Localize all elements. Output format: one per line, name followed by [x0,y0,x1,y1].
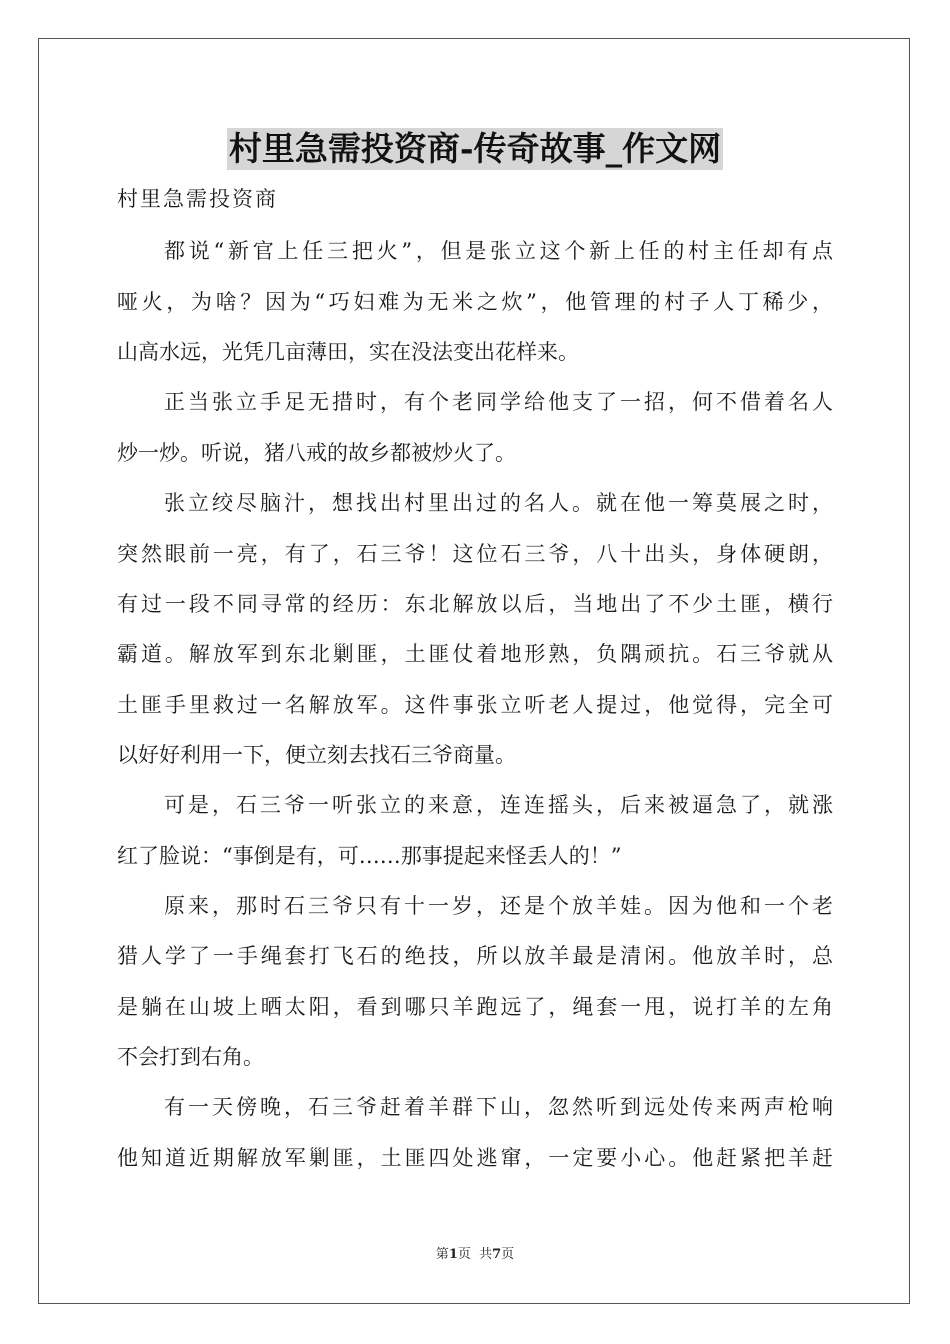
paragraph-6-line-2: 他知道近期解放军剿匪，土匪四处逃窜，一定要小心。他赶紧把羊赶 [117,1146,833,1170]
paragraph-3-line-4: 霸道。解放军到东北剿匪，土匪仗着地形熟，负隅顽抗。石三爷就从 [117,642,833,666]
footer-current-page: 1 [448,1247,458,1262]
document-subtitle: 村里急需投资商 [117,187,278,211]
paragraph-3-line-2: 突然眼前一亮，有了，石三爷！这位石三爷，八十出头，身体硬朗， [117,542,833,566]
footer-total-pages: 7 [492,1247,502,1262]
paragraph-2-line-1: 正当张立手足无措时，有个老同学给他支了一招，何不借着名人 [164,390,833,414]
title-container [0,128,950,170]
paragraph-6-line-1: 有一天傍晚，石三爷赶着羊群下山，忽然听到远处传来两声枪响 [164,1095,833,1119]
paragraph-1-line-3: 山高水远，光凭几亩薄田，实在没法变出花样来。 [117,340,579,364]
paragraph-1-line-2: 哑火，为啥？因为“巧妇难为无米之炊”，他管理的村子人丁稀少， [117,290,833,314]
footer-page-suffix: 页 [501,1247,515,1262]
paragraph-3-line-6: 以好好利用一下，便立刻去找石三爷商量。 [117,743,516,767]
footer-page-mid: 页 共 [457,1247,493,1262]
footer-page-prefix: 第 [435,1247,449,1262]
paragraph-5-line-1: 原来，那时石三爷只有十一岁，还是个放羊娃。因为他和一个老 [164,894,833,918]
paragraph-4-line-2: 红了脸说：“事倒是有，可……那事提起来怪丢人的！” [117,844,622,868]
paragraph-3-line-3: 有过一段不同寻常的经历：东北解放以后，当地出了不少土匪，横行 [117,592,833,616]
paragraph-3-line-5: 土匪手里救过一名解放军。这件事张立听老人提过，他觉得，完全可 [117,693,833,717]
paragraph-4-line-1: 可是，石三爷一听张立的来意，连连摇头，后来被逼急了，就涨 [164,793,833,817]
page-footer [0,1246,950,1264]
paragraph-5-line-3: 是躺在山坡上晒太阳，看到哪只羊跑远了，绳套一甩，说打羊的左角 [117,995,833,1019]
document-title: 村里急需投资商-传奇故事_作文网 [228,129,722,168]
paragraph-5-line-4: 不会打到右角。 [117,1045,264,1069]
paragraph-5-line-2: 猎人学了一手绳套打飞石的绝技，所以放羊最是清闲。他放羊时，总 [117,944,833,968]
paragraph-3-line-1: 张立绞尽脑汁，想找出村里出过的名人。就在他一筹莫展之时， [164,491,833,515]
paragraph-1-line-1: 都说“新官上任三把火”，但是张立这个新上任的村主任却有点 [164,239,833,263]
paragraph-2-line-2: 炒一炒。听说，猪八戒的故乡都被炒火了。 [117,441,516,465]
